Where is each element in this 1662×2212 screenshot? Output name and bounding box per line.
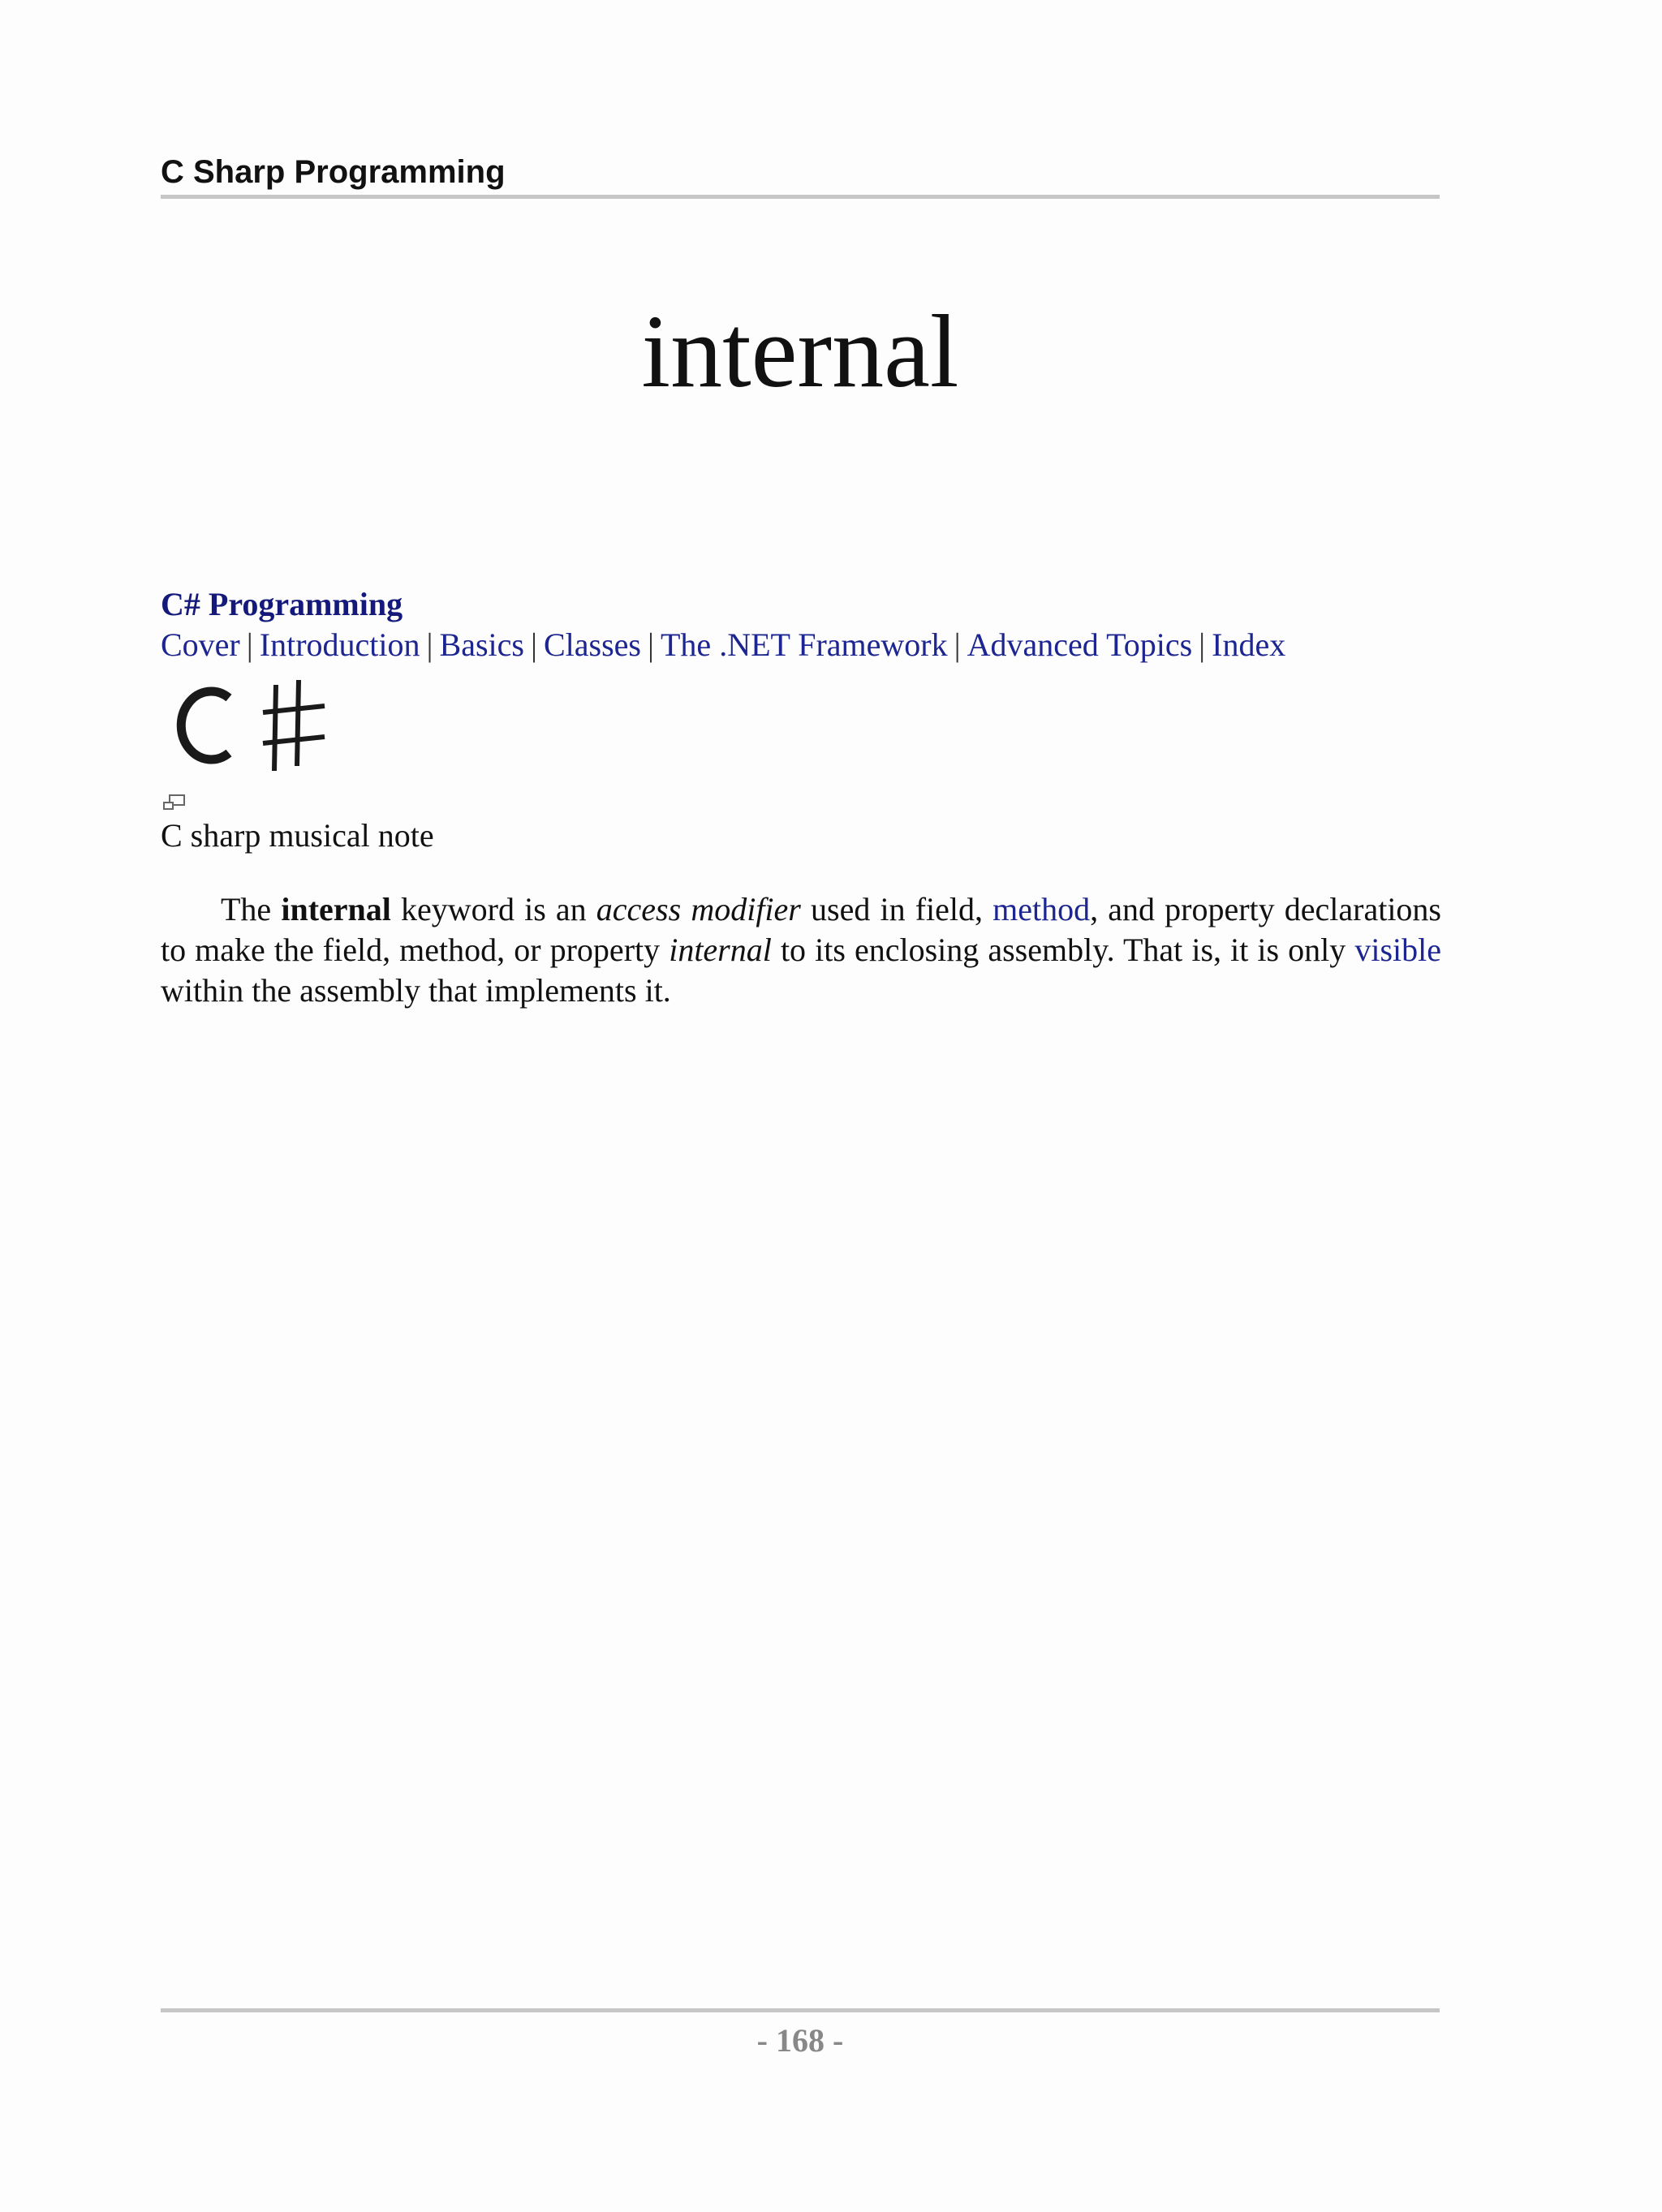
- body-text: used in field,: [800, 891, 993, 927]
- term-internal: internal: [669, 932, 772, 968]
- page-number: - 168 -: [756, 2022, 844, 2059]
- term-access-modifier: access modifier: [596, 891, 801, 927]
- footer-rule: [161, 2008, 1440, 2012]
- body-text: within the assembly that implements it.: [161, 972, 671, 1009]
- body-paragraph: [161, 889, 1441, 1011]
- body-text: to its enclosing assembly. That is, it is only: [771, 932, 1355, 968]
- nav-link-introduction[interactable]: Introduction: [259, 626, 420, 663]
- nav-separator: |: [246, 626, 253, 663]
- body-text: The: [221, 891, 282, 927]
- nav-link-dotnet-framework[interactable]: The .NET Framework: [661, 626, 948, 663]
- keyword-internal: internal: [281, 891, 391, 927]
- nav-link-classes[interactable]: Classes: [543, 626, 641, 663]
- body-text: , and property declarations to make the field, method, or property: [161, 891, 1441, 968]
- nav-separator: |: [1199, 626, 1206, 663]
- book-title: C# Programming: [161, 586, 403, 622]
- link-visible[interactable]: visible: [1354, 932, 1441, 968]
- csharp-logo[interactable]: [159, 673, 338, 779]
- running-header: C Sharp Programming: [161, 154, 506, 190]
- nav-separator: |: [530, 626, 537, 663]
- nav-separator: |: [954, 626, 961, 663]
- body-text: keyword is an: [390, 891, 596, 927]
- link-method[interactable]: method: [992, 891, 1091, 927]
- nav-link-advanced-topics[interactable]: Advanced Topics: [967, 626, 1193, 663]
- nav-separator: |: [647, 626, 654, 663]
- nav-link-index[interactable]: Index: [1212, 626, 1286, 663]
- nav-link-cover[interactable]: Cover: [161, 626, 240, 663]
- nav-link-basics[interactable]: Basics: [439, 626, 524, 663]
- nav-separator: |: [426, 626, 433, 663]
- book-navigation: [161, 625, 1285, 665]
- header-rule: [161, 195, 1440, 199]
- logo-caption: C sharp musical note: [161, 817, 434, 854]
- enlarge-icon[interactable]: [162, 794, 187, 811]
- page-title: internal: [641, 294, 959, 409]
